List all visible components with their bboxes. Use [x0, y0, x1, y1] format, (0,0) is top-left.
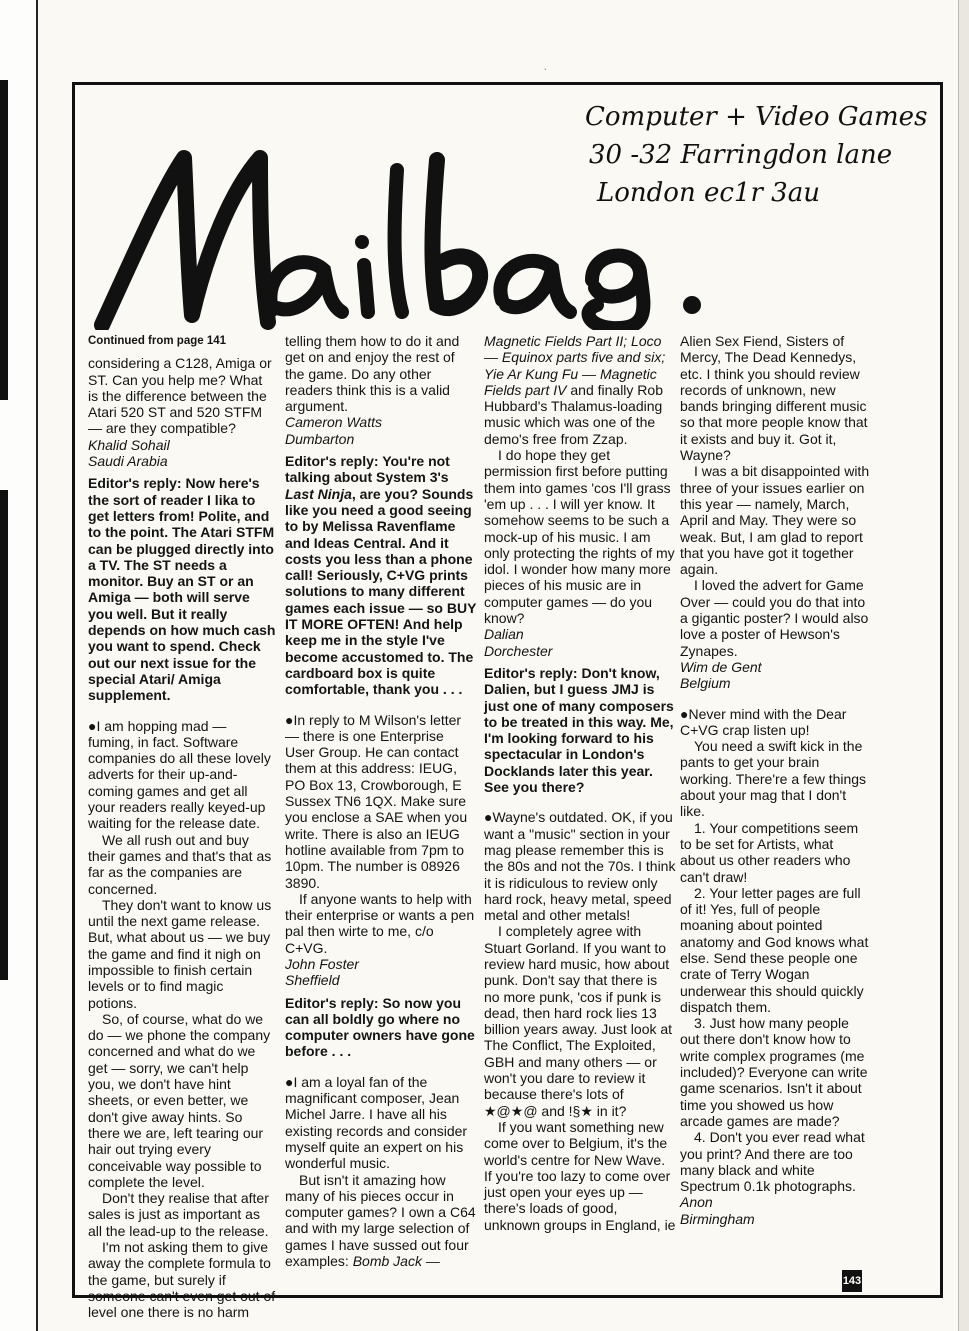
- letter-signature: John Foster: [285, 955, 359, 972]
- column-1: [88, 333, 276, 1321]
- editor-reply-text: , are you? Sounds like you need a good seeing to by Melissa Ravenflame and Ideas Central. And it costs you less than a phone call! Seriously, C+VG prints solutions to many different games each issue — so BUY IT MORE OFTEN! And help keep me in the style I've become accustomed to. The cardboard box is quite comfortable, thank you . . .: [285, 485, 477, 698]
- letter-text: So, of course, what do we do — we phone the company concerned and what do we get — sorry, we can't help you, we don't have hint sheets, or even better, we don't give away hints. So there we are, left tearing our hair out trying every conceivable way possible to complete the level.: [88, 1010, 271, 1190]
- letter-text: I completely agree with Stuart Gorland. If you want to review hard music, how about punk. Don't say that there is no more punk, 'cos if punk is dead, then hard rock lies 13 billion years away. Just look at The Conflict, The Exploited, GBH and many others — or won't you dare to review it because there's lots of ★@★@ and !§★ in it?: [484, 923, 673, 1119]
- letter-signature: Wim de Gent: [680, 658, 762, 675]
- letter-location: Dumbarton: [285, 430, 355, 447]
- column-2: [285, 333, 477, 1269]
- letter-text: ● Wayne's outdated. OK, if you want a "music" section in your mag please remember this is the 80s and not the 70s. I think it is ridiculous to review only hard rock, heavy metal, speed metal and other metals!: [484, 809, 676, 923]
- letter-text: Don't they realise that after sales is just as important as all the lead-up to the release.: [88, 1190, 269, 1239]
- edge-bar: [0, 490, 8, 980]
- letter-signature: Cameron Watts: [285, 414, 382, 431]
- address-line: 30 -32 Farringdon lane: [589, 140, 893, 170]
- facing-page-edge: [0, 0, 38, 1331]
- letter-text: I was a bit disappointed with three of your issues earlier on this year — namely, March, April and May. They were so weak. But, I am glad to report that you have got it together again.: [680, 463, 870, 578]
- address-line: Computer + Video Games: [585, 102, 928, 132]
- editor-reply: Editor's reply: Now here's the sort of reader I lika to get letters from! Polite, and to the point. The Atari STFM can be plugged directly into a TV. The ST needs a monitor. Buy an ST or an Amiga — both will serve you well. But it really depends on how much cash you want to spend. Check out our next issue for the special Atari/ Amiga supplement.: [88, 475, 276, 704]
- page-number: 143: [842, 1270, 862, 1292]
- letter-text: ● Never mind with the Dear C+VG crap listen up!: [680, 706, 872, 739]
- letter-text: They don't want to know us until the next game release. But, what about us — we buy the game and find it nigh on impossible to finish certain levels or to find magic potions.: [88, 896, 272, 1011]
- editor-reply: Editor's reply: So now you can all boldly go where no computer owners have gone before . . .: [285, 994, 475, 1060]
- letter-text-part: But isn't it amazing how many of his pieces occur in computer games? I own a C64 and with my large selection of games I have sussed out four examples:: [285, 1171, 476, 1270]
- game-titles: Magnetic Fields Part II; Loco — Equinox parts five and six; Yie Ar Kung Fu — Magnetic Fields part IV: [484, 333, 666, 398]
- letter-text: I'm not asking them to give away the complete formula to the game, but surely if someone can't even get out of level one there is no harm: [88, 1239, 276, 1321]
- letter-text: ● I am a loyal fan of the magnificant composer, Jean Michel Jarre. I have all his existing records and consider myself quite an expert on his wonderful music.: [285, 1074, 477, 1172]
- letter-location: Dorchester: [484, 642, 553, 659]
- letter-text: If you want something new come over to Belgium, it's the world's centre for New Wave. If you're too lazy to come over just open your eyes up — there's loads of good, unknown groups in England, ie: [484, 1118, 676, 1233]
- editor-reply: [285, 453, 477, 697]
- letter-text: ● I am hopping mad — fuming, in fact. Software companies do all these lovely adverts for their up-and-coming games and get all your readers really keyed-up waiting for the release date.: [88, 718, 276, 832]
- letter-text: 4. Don't you ever read what you print? And there are too many black and white Spectrum 0.1k photographs.: [680, 1129, 865, 1195]
- letter-text: Alien Sex Fiend, Sisters of Mercy, The Dead Kennedys, etc. I think you should review records of unknown, new bands bringing different music so that more people know that it exists and buy it. Got it, Wayne?: [680, 333, 868, 464]
- editor-reply-text: Editor's reply: You're not talking about System 3's: [285, 453, 450, 486]
- letter-text: We all rush out and buy their games and that's that as far as the companies are concerned.: [88, 831, 272, 897]
- letter-text: You need a swift kick in the pants to get your brain working. There're a few things about your mag that I don't like.: [680, 738, 867, 820]
- page-curl-edge: [958, 0, 969, 1331]
- letter-text: [285, 1172, 477, 1270]
- letter-text-part: and finally Rob Hubbard's Thalamus-loading music which was one of the demo's free from Zzap.: [484, 381, 663, 447]
- letter-text: considering a C128, Amiga or ST. Can you help me? What is the difference between the Atari 520 ST and 520 STFM — are they compatible?: [88, 355, 272, 437]
- letter-location: Sheffield: [285, 972, 340, 989]
- letter-location: Saudi Arabia: [88, 453, 168, 470]
- letter-text: [484, 333, 676, 447]
- letter-text: I loved the advert for Game Over — could you do that into a gigantic poster? I would also love a poster of Hewson's Zynapes.: [680, 577, 869, 659]
- letter-text: 1. Your competitions seem to be set for Artists, what about us other readers who can't draw!: [680, 819, 859, 885]
- game-title: Last Ninja: [285, 485, 352, 502]
- game-title: Bomb Jack —: [352, 1253, 440, 1270]
- letter-location: Belgium: [680, 675, 731, 692]
- mailbag-address: [585, 98, 928, 212]
- continued-note: Continued from page 141: [88, 335, 227, 347]
- letter-text: I do hope they get permission first before putting them into games 'cos I'll grass 'em up . . . I will yer know. It somehow seems to be such a mock-up of his music. I am only protecting the rights of my idol. I wonder how many more pieces of his music are in computer games — do you know?: [484, 447, 675, 627]
- letter-location: Birmingham: [680, 1210, 755, 1227]
- editor-reply: Editor's reply: Don't know, Dalien, but I guess JMJ is just one of many composers to be treated in this way. Me, I'm looking forward to his spectacular in London's Docklands later this year. See you there?: [484, 664, 674, 796]
- letter-text: telling them how to do it and get on and enjoy the rest of the game. Do any other readers think this is a valid argument.: [285, 333, 460, 415]
- letter-text: 3. Just how many people out there don't know how to write complex programes (me included)? Everyone can write game scenarios. Isn't it about time you showed us how arcade games are made?: [680, 1015, 868, 1129]
- letter-signature: Khalid Sohail: [88, 436, 170, 453]
- edge-bar: [0, 80, 8, 400]
- column-4: [680, 333, 872, 1227]
- letter-text: 2. Your letter pages are full of it! Yes, full of people moaning about pointed anatomy and God knows what else. Send these people one crate of Terry Wogan underwear this should quickly dispatch them.: [680, 884, 869, 1015]
- column-3: [484, 333, 676, 1233]
- letter-text: If anyone wants to help with their enterprise or wants a pen pal then wirte to me, c/o C+VG.: [285, 890, 475, 956]
- letter-signature: Dalian: [484, 626, 524, 643]
- letter-signature: Anon: [680, 1194, 713, 1211]
- address-line: London ec1r 3au: [597, 178, 820, 208]
- letter-text: ● In reply to M Wilson's letter — there is one Enterprise User Group. He can contact them at this address: IEUG, PO Box 13, Crowborough, E Sussex TN6 1QX. Make sure you enclose a SAE when you write. There is also an IEUG hotline available from 7pm to 10pm. The number is 08926 3890.: [285, 712, 477, 891]
- print-speck: `: [544, 68, 547, 77]
